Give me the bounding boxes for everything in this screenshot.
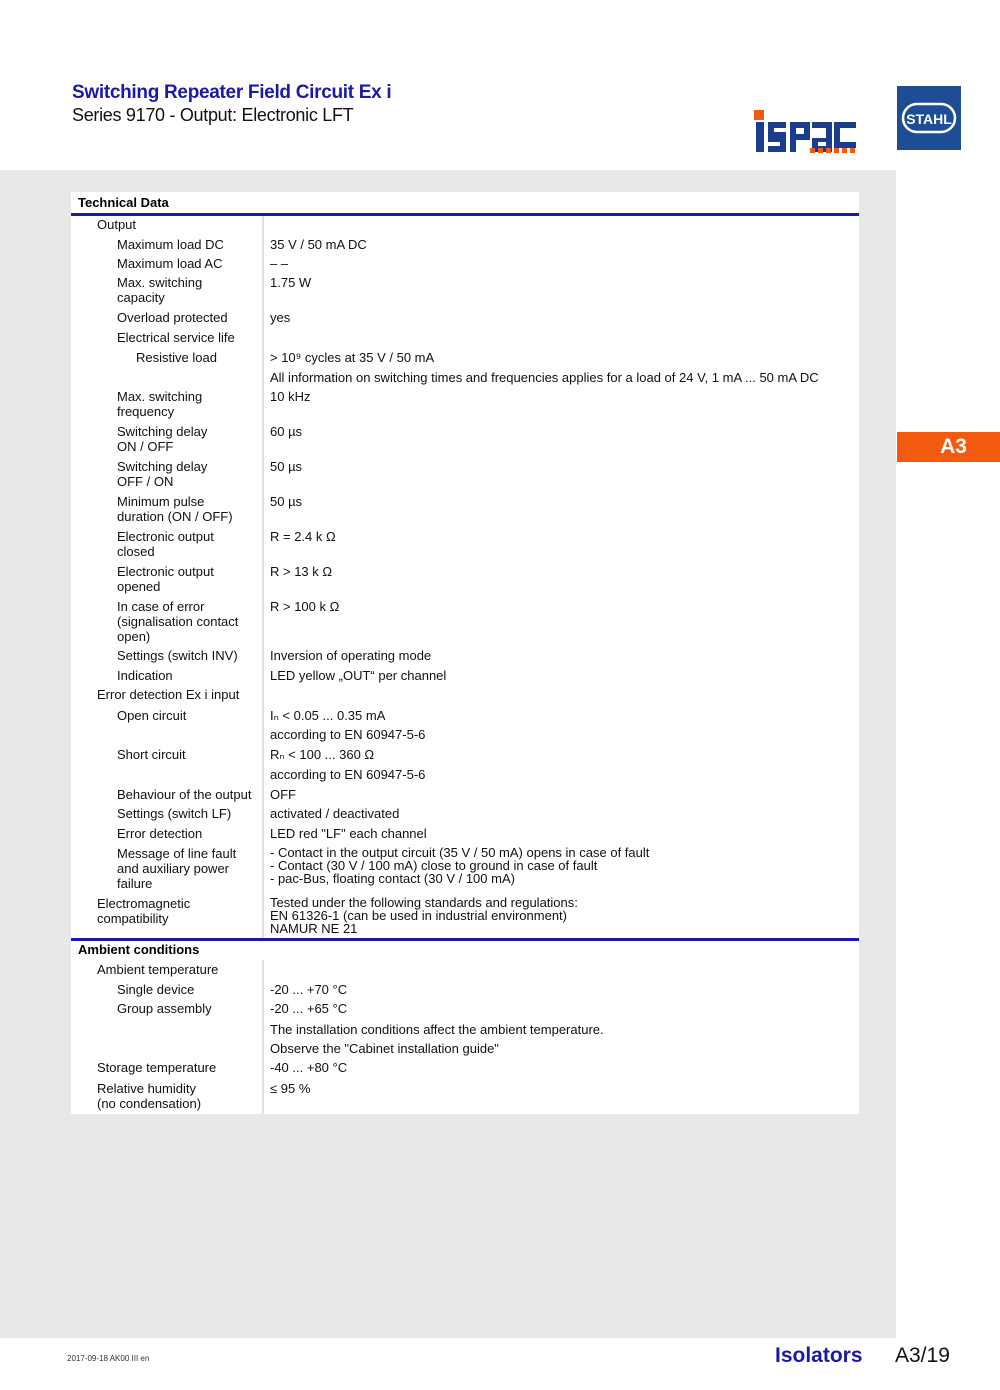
row-value: – – [270,256,289,271]
row-value: 1.75 W [270,275,312,290]
row-label: In case of error (signalisation contact open) [117,599,239,644]
row-label: Switching delay OFF / ON [117,459,208,489]
section-tab: A3 [897,432,1000,462]
row-label: Single device [117,982,195,997]
group-label-output: Output [97,217,137,232]
row-value: ≤ 95 % [270,1081,311,1096]
row-note: Observe the "Cabinet installation guide" [270,1041,499,1056]
footer-section-name: Isolators [775,1344,863,1367]
row-label: Electronic output closed [117,529,214,559]
row-label: Overload protected [117,310,228,325]
stahl-logo [897,86,961,150]
row-label: Group assembly [117,1001,212,1016]
row-label: Settings (switch INV) [117,648,238,663]
row-note: according to EN 60947-5-6 [270,727,426,742]
page-subtitle: Series 9170 - Output: Electronic LFT [72,105,354,125]
svg-text:STAHL: STAHL [906,111,952,127]
column-divider [262,960,264,1114]
row-value: LED red "LF" each channel [270,826,427,841]
row-value: > 10⁹ cycles at 35 V / 50 mA [270,350,435,365]
heading-rule [71,213,859,216]
row-value: 50 µs [270,459,303,474]
row-value: -40 ... +80 °C [270,1060,348,1075]
row-value: 50 µs [270,494,303,509]
row-label: Resistive load [136,350,217,365]
row-value: Rₙ < 100 ... 360 Ω [270,747,375,762]
page-number: A3/19 [895,1344,950,1367]
row-note: according to EN 60947-5-6 [270,767,426,782]
ispac-logo [752,108,860,156]
technical-data-heading: Technical Data [78,195,169,210]
row-label: Max. switching capacity [117,275,203,305]
row-label: Short circuit [117,747,186,762]
row-value: -20 ... +70 °C [270,982,348,997]
row-value: Tested under the following standards and regulations: EN 61326-1 (can be used in industrial environment) NAMUR NE 21 [270,895,578,936]
row-value: R > 13 k Ω [270,564,333,579]
section-rule [71,938,859,941]
row-label: Open circuit [117,708,187,723]
group-label-ambient-temperature: Ambient temperature [97,962,219,977]
row-value: 60 µs [270,424,303,439]
row-label: Max. switching frequency [117,389,203,419]
row-label: Storage temperature [97,1060,217,1075]
row-label: Relative humidity (no condensation) [97,1081,202,1111]
row-label: Electronic output opened [117,564,214,594]
row-label: Behaviour of the output [117,787,252,802]
row-value: 10 kHz [270,389,311,404]
row-label: Electrical service life [117,330,235,345]
row-label: Maximum load AC [117,256,223,271]
row-value: -20 ... +65 °C [270,1001,348,1016]
row-value: 35 V / 50 mA DC [270,237,367,252]
row-value: R = 2.4 k Ω [270,529,336,544]
group-label-error-detection: Error detection Ex i input [97,687,240,702]
document-code: 2017-09-18 AK00 III en [67,1354,150,1363]
row-label: Maximum load DC [117,237,224,252]
row-label: Settings (switch LF) [117,806,232,821]
row-label: Electromagnetic compatibility [97,896,191,926]
row-label: Message of line fault and auxiliary power failure [117,846,237,891]
row-label: Minimum pulse duration (ON / OFF) [117,494,233,524]
row-label: Error detection [117,826,203,841]
row-value: OFF [270,787,296,802]
row-value: R > 100 k Ω [270,599,340,614]
row-value: yes [270,310,291,325]
page-title: Switching Repeater Field Circuit Ex i [72,82,392,103]
row-label: Indication [117,668,173,683]
row-note: All information on switching times and frequencies applies for a load of 24 V, 1 mA ... 50 mA DC [270,370,819,385]
row-label: Switching delay ON / OFF [117,424,208,454]
row-value: activated / deactivated [270,806,400,821]
row-value: Inversion of operating mode [270,648,432,663]
row-note: The installation conditions affect the ambient temperature. [270,1022,604,1037]
ambient-conditions-heading: Ambient conditions [78,942,200,957]
row-value: - Contact in the output circuit (35 V / 50 mA) opens in case of fault - Contact (30 V / 100 mA) close to ground in case of fault - pac-Bus, floating contact (30 V / 100 mA) [270,845,650,886]
row-value: Iₙ < 0.05 ... 0.35 mA [270,708,386,723]
row-value: LED yellow „OUT“ per channel [270,668,447,683]
column-divider [262,216,264,938]
